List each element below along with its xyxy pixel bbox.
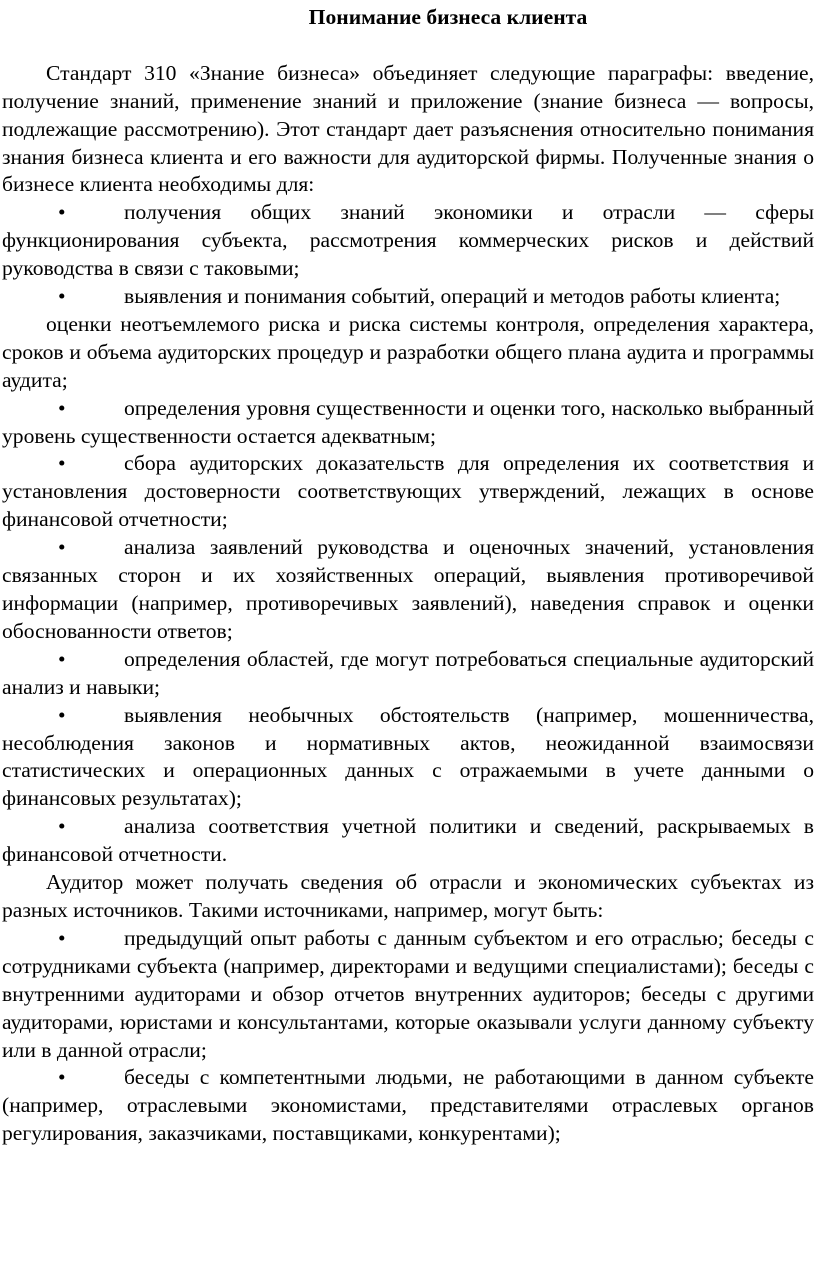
bullet-paragraph: [2, 534, 814, 646]
document-title: Понимание бизнеса клиента: [308, 5, 588, 29]
paragraph-text: выявления и понимания событий, операций и методов работы клиента;: [124, 284, 781, 309]
paragraph-text: выявления необычных обстоятельств (например, мошенничества, несоблюдения законов и нормативных актов, неожиданной взаимосвязи статистических и операционных данных с отражаемыми в учете данными о финансовых результатах);: [2, 702, 814, 811]
paragraph: [2, 60, 814, 200]
paragraph-text: сбора аудиторских доказательств для определения их соответствия и установления достоверности соответствующих утверждений, лежащих в основе финансовой отчетности;: [2, 451, 814, 532]
bullet-marker: •: [58, 451, 66, 476]
bullet-paragraph: [2, 813, 814, 869]
paragraph-text: предыдущий опыт работы с данным субъектом и его отраслью; беседы с сотрудниками субъекта (например, директорами и ведущими специалистами); беседы с внутренними аудиторами и обзор отчетов внутренних аудиторов; беседы с другими аудиторами, юристами и консультантами, которые оказывали услуги данному субъекту или в данной отрасли;: [2, 925, 814, 1062]
bullet-marker: •: [58, 1065, 66, 1090]
document-body: [2, 60, 814, 1148]
bullet-marker: •: [58, 395, 66, 420]
bullet-paragraph: [2, 395, 814, 451]
paragraph-text: анализа заявлений руководства и оценочных значений, установления связанных сторон и их хозяйственных операций, выявления противоречивой информации (например, противоречивых заявлений), наведения справок и оценки обоснованности ответов;: [2, 535, 814, 643]
paragraph-text: оценки неотъемлемого риска и риска системы контроля, определения характера, сроков и объема аудиторских процедур и разработки общего плана аудита и программы аудита;: [2, 311, 814, 392]
paragraph-text: анализа соответствия учетной политики и сведений, раскрываемых в финансовой отчетности.: [2, 814, 814, 867]
bullet-marker: •: [58, 284, 66, 309]
bullet-paragraph: [2, 450, 814, 534]
bullet-marker: •: [58, 814, 66, 839]
bullet-paragraph: [2, 646, 814, 702]
bullet-paragraph: [2, 1064, 814, 1148]
bullet-marker: •: [58, 925, 66, 950]
paragraph-text: беседы с компетентными людьми, не работающими в данном субъекте (например, отраслевыми экономистами, представителями отраслевых органов регулирования, заказчиками, поставщиками, конкурентами);: [2, 1065, 814, 1146]
bullet-marker: •: [58, 535, 66, 560]
paragraph-text: определения областей, где могут потребоваться специальные аудиторский анализ и навыки;: [2, 646, 814, 699]
bullet-marker: •: [58, 646, 66, 671]
bullet-paragraph: [2, 702, 814, 814]
bullet-paragraph: [2, 925, 814, 1065]
paragraph: [2, 311, 814, 395]
paragraph: [2, 869, 814, 925]
bullet-marker: •: [58, 702, 66, 727]
paragraph-text: получения общих знаний экономики и отрасли — сферы функционирования субъекта, рассмотрения коммерческих рисков и действий руководства в связи с таковыми;: [2, 200, 814, 281]
bullet-paragraph: [2, 199, 814, 283]
bullet-marker: •: [58, 200, 66, 225]
paragraph-text: определения уровня существенности и оценки того, насколько выбранный уровень существенности остается адекватным;: [2, 395, 814, 448]
paragraph-text: Аудитор может получать сведения об отрасли и экономических субъектах из разных источников. Такими источниками, например, могут быть:: [2, 870, 814, 922]
paragraph-text: Стандарт 310 «Знание бизнеса» объединяет следующие параграфы: введение, получение знаний, применение знаний и приложение (знание бизнеса — вопросы, подлежащие рассмотрению). Этот стандарт дает разъяснения относительно понимания знания бизнеса клиента и его важности для аудиторской фирмы. Полученные знания о бизнесе клиента необходимы для:: [2, 60, 814, 197]
bullet-paragraph: [2, 283, 814, 311]
